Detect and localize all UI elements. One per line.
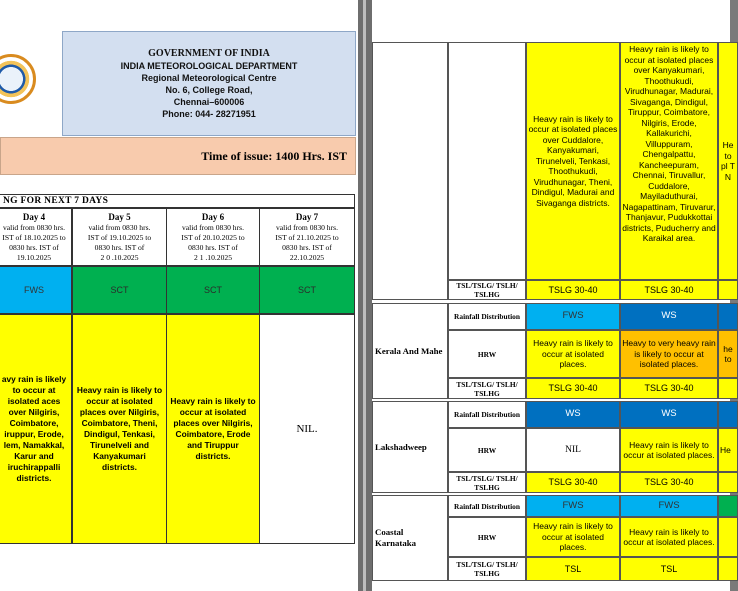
rainfall-distribution-label: Rainfall Distribution xyxy=(448,495,526,517)
day-valid-line: IST of 18.10.2025 to xyxy=(2,232,66,242)
thunderstorm-cell xyxy=(718,280,738,300)
letterhead-line: Regional Meteorological Centre xyxy=(141,72,277,83)
rainfall-distribution-label: Rainfall Distribution xyxy=(448,303,526,330)
tsl-label: TSL/TSLG/ TSLH/ TSLHG xyxy=(448,557,526,581)
hrw-label: HRW xyxy=(448,330,526,378)
rainfall-code-cell: FWS xyxy=(0,266,72,314)
tsl-label: TSL/TSLG/ TSLH/ TSLHG xyxy=(448,378,526,399)
day-valid-line: 0830 hrs. IST of xyxy=(188,242,238,252)
day-header xyxy=(259,208,355,266)
day-name: Day 4 xyxy=(22,211,46,222)
rainfall-code-cell xyxy=(718,495,738,517)
day-name: Day 5 xyxy=(108,211,131,222)
page-divider xyxy=(363,0,366,591)
day-valid-line: IST of 20.10.2025 to xyxy=(181,232,245,242)
time-of-issue-text: Time of issue: 1400 Hrs. IST xyxy=(201,148,347,163)
letterhead-line: Phone: 044- 28271951 xyxy=(162,108,256,119)
day-valid-line: 2 0 .10.2025 xyxy=(100,252,139,262)
rainfall-code-cell: FWS xyxy=(526,303,620,330)
letterhead-line: Chennai–600006 xyxy=(173,96,245,107)
heavy-rain-warning-cell: He xyxy=(718,428,738,472)
thunderstorm-cell: TSLG 30-40 xyxy=(526,280,620,300)
rainfall-code-cell: WS xyxy=(526,401,620,428)
thunderstorm-cell: TSL xyxy=(526,557,620,581)
heavy-rain-warning-cell: Heavy rain is likely to occur at isolated places. xyxy=(526,517,620,557)
day-header xyxy=(0,208,72,266)
imd-logo-icon xyxy=(0,54,36,104)
region-cell xyxy=(372,42,448,300)
letterhead-line: GOVERNMENT OF INDIA xyxy=(148,47,270,59)
thunderstorm-cell: TSLG 30-40 xyxy=(620,378,718,399)
region-lakshadweep: Lakshadweep xyxy=(372,401,448,493)
thunderstorm-cell: TSLG 30-40 xyxy=(620,280,718,300)
tsl-label: TSL/TSLG/ TSLH/ TSLHG xyxy=(448,280,526,300)
page-gutter xyxy=(358,0,372,591)
day-valid-line: 22.10.2025 xyxy=(289,252,325,262)
heavy-rain-warning-cell: Heavy rain is likely to occur at isolated places over Kanyakumari, Thoothukudi, Virudhunagar, Madurai, Sivaganga, Dindigul, Tiruppur, Coimbatore, Nilgiris, Erode, Kallakurichi, Villuppuram, Chengalpattu, Kancheepuram, Chennai, Tiruvallur, Cuddalore, Mayiladuthurai, Nagapattinam, Tiruvarur, Thanjavur, Pudukkottai districts, Puducherry and Karaikal area. xyxy=(620,42,718,280)
rainfall-code-cell: FWS xyxy=(620,495,718,517)
heavy-rain-warning-cell: avy rain is likely to occur at isolated aces over Nilgiris, Coimbatore, iruppur, Erode, lem, Namakkal, Karur and iruchirappalli districts. xyxy=(0,314,72,544)
very-heavy-rain-warning-cell: he to xyxy=(718,330,738,378)
nil-warning-cell: NIL xyxy=(526,428,620,472)
thunderstorm-cell xyxy=(718,378,738,399)
heavy-rain-warning-cell: Heavy rain is likely to occur at isolated places. xyxy=(526,330,620,378)
rainfall-code-cell xyxy=(718,303,738,330)
day-valid-line: 2 1 .10.2025 xyxy=(194,252,232,262)
rainfall-code-cell: WS xyxy=(620,303,718,330)
thunderstorm-cell: TSL xyxy=(620,557,718,581)
row-label-cell xyxy=(448,42,526,280)
day-name: Day 7 xyxy=(295,211,319,222)
very-heavy-rain-warning-cell: Heavy to very heavy rain is likely to occur at isolated places. xyxy=(620,330,718,378)
nil-warning-cell: NIL. xyxy=(259,314,355,544)
day-valid-line: 0830 hrs. IST of xyxy=(9,242,59,252)
letterhead xyxy=(62,31,356,136)
day-valid-line: IST of 19.10.2025 to xyxy=(87,232,152,242)
region-kerala: Kerala And Mahe xyxy=(372,303,448,399)
heavy-rain-warning-cell: He to pl T N xyxy=(718,42,738,280)
region-coastal-karnataka: Coastal Karnataka xyxy=(372,495,448,581)
hrw-label: HRW xyxy=(448,428,526,472)
heavy-rain-warning-cell: Heavy rain is likely to occur at isolated places over Nilgiris, Coimbatore, Erode and Tiruppur districts. xyxy=(166,314,260,544)
day-valid-line: valid from 0830 hrs. xyxy=(181,222,244,232)
heavy-rain-warning-cell: Heavy rain is likely to occur at isolated places. xyxy=(620,517,718,557)
letterhead-line: No. 6, College Road, xyxy=(165,84,253,95)
right-document-page xyxy=(372,0,736,591)
thunderstorm-cell xyxy=(718,472,738,493)
hrw-label: HRW xyxy=(448,517,526,557)
heavy-rain-warning-cell: Heavy rain is likely to occur at isolated places over Cuddalore, Kanyakumari, Tirunelveli, Tenkasi, Thoothukudi, Virudhunagar, Theni, Dindigul, Madurai and Sivaganga districts. xyxy=(526,42,620,280)
heavy-rain-warning-cell: Heavy rain is likely to occur at isolated places. xyxy=(620,428,718,472)
day-valid-line: valid from 0830 hrs. xyxy=(2,222,65,232)
heavy-rain-warning-cell: Heavy rain is likely to occur at isolated places over Nilgiris, Coimbatore, Theni, Dindigul, Tenkasi, Tirunelveli and Kanyakumari districts. xyxy=(72,314,167,544)
heavy-rain-warning-cell xyxy=(718,517,738,557)
thunderstorm-cell xyxy=(718,557,738,581)
day-valid-line: 19.10.2025 xyxy=(16,252,52,262)
thunderstorm-cell: TSLG 30-40 xyxy=(526,472,620,493)
day-valid-line: valid from 0830 hrs. xyxy=(88,222,151,232)
rainfall-code-cell: SCT xyxy=(166,266,260,314)
rainfall-code-cell: WS xyxy=(620,401,718,428)
tsl-label: TSL/TSLG/ TSLH/ TSLHG xyxy=(448,472,526,493)
left-document-page xyxy=(0,0,358,591)
day-name: Day 6 xyxy=(201,211,225,222)
rainfall-code-cell: SCT xyxy=(259,266,355,314)
day-valid-line: 0830 hrs. IST of xyxy=(282,242,332,252)
letterhead-line: INDIA METEOROLOGICAL DEPARTMENT xyxy=(120,60,298,71)
thunderstorm-cell: TSLG 30-40 xyxy=(526,378,620,399)
rainfall-distribution-label: Rainfall Distribution xyxy=(448,401,526,428)
day-valid-line: IST of 21.10.2025 to xyxy=(275,232,339,242)
day-header xyxy=(72,208,167,266)
time-of-issue xyxy=(0,137,356,175)
rainfall-code-cell: FWS xyxy=(526,495,620,517)
forecast-title: NG FOR NEXT 7 DAYS xyxy=(0,194,355,208)
day-valid-line: 0830 hrs. IST of xyxy=(94,242,145,252)
thunderstorm-cell: TSLG 30-40 xyxy=(620,472,718,493)
day-valid-line: valid from 0830 hrs. xyxy=(275,222,338,232)
rainfall-code-cell: SCT xyxy=(72,266,167,314)
rainfall-code-cell xyxy=(718,401,738,428)
day-header xyxy=(166,208,260,266)
